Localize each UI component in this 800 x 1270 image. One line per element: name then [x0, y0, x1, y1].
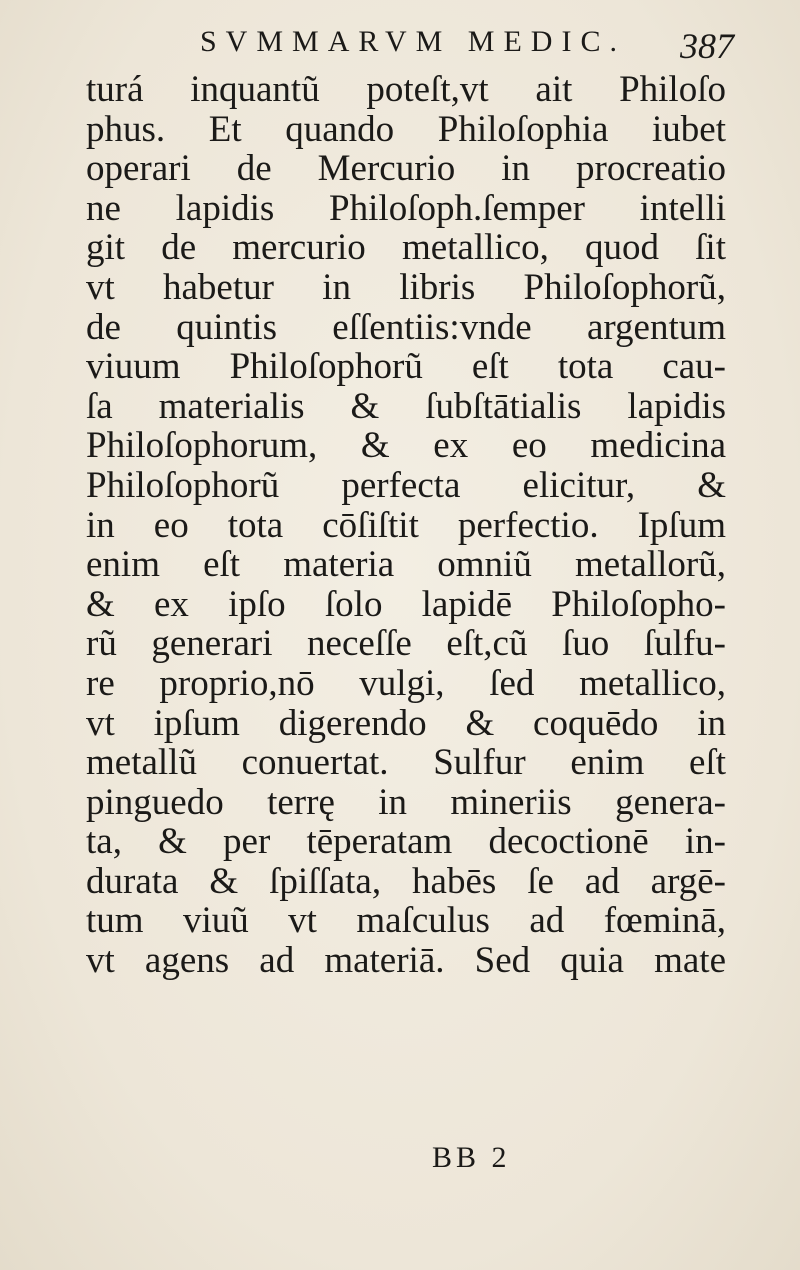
- text-line: durata & ſpiſſata, habēs ſe ad argē-: [86, 860, 726, 902]
- text-line: ta, & per tēperatam decoctionē in-: [86, 821, 726, 863]
- text-line: & ex ipſo ſolo lapidē Philoſopho-: [86, 583, 726, 625]
- text-line: ſa materialis & ſubſtātialis lapidis: [86, 385, 726, 427]
- text-line: vt habetur in libris Philoſophorũ,: [86, 266, 726, 308]
- text-line: phus. Et quando Philoſophia iubet: [86, 108, 726, 150]
- text-line: rũ generari neceſſe eſt,cũ ſuo ſulfu-: [86, 623, 726, 665]
- text-line: re proprio,nō vulgi, ſed metallico,: [86, 662, 726, 704]
- text-line: tum viuũ vt maſculus ad fœminā,: [86, 900, 726, 942]
- text-line: enim eſt materia omniũ metallorũ,: [86, 544, 726, 586]
- text-line: Philoſophorũ perfecta elicitur, &: [86, 464, 726, 506]
- page-number: 387: [680, 26, 734, 66]
- signature-mark: BB 2: [432, 1141, 511, 1174]
- running-title: SVMMARVM MEDIC.: [200, 25, 626, 58]
- text-line: pinguedo terrę in mineriis genera-: [86, 781, 726, 823]
- running-head: [200, 22, 740, 66]
- text-line: turá inquantũ poteſt,vt ait Philoſo: [86, 69, 726, 110]
- text-block: [86, 70, 726, 981]
- text-line: git de mercurio metallico, quod ſit: [86, 227, 726, 269]
- text-line: ne lapidis Philoſoph.ſemper intelli: [86, 187, 726, 229]
- text-line: vt ipſum digerendo & coquēdo in: [86, 702, 726, 744]
- text-line: metallũ conuertat. Sulfur enim eſt: [86, 742, 726, 784]
- text-line: in eo tota cōſiſtit perfectio. Ipſum: [86, 504, 726, 546]
- text-line: viuum Philoſophorũ eſt tota cau-: [86, 346, 726, 388]
- text-line: vt agens ad materiā. Sed quia mate: [86, 940, 726, 982]
- text-line: Philoſophorum, & ex eo medicina: [86, 425, 726, 467]
- text-line: operari de Mercurio in procreatio: [86, 148, 726, 190]
- text-line: de quintis eſſentiis:vnde argentum: [86, 306, 726, 348]
